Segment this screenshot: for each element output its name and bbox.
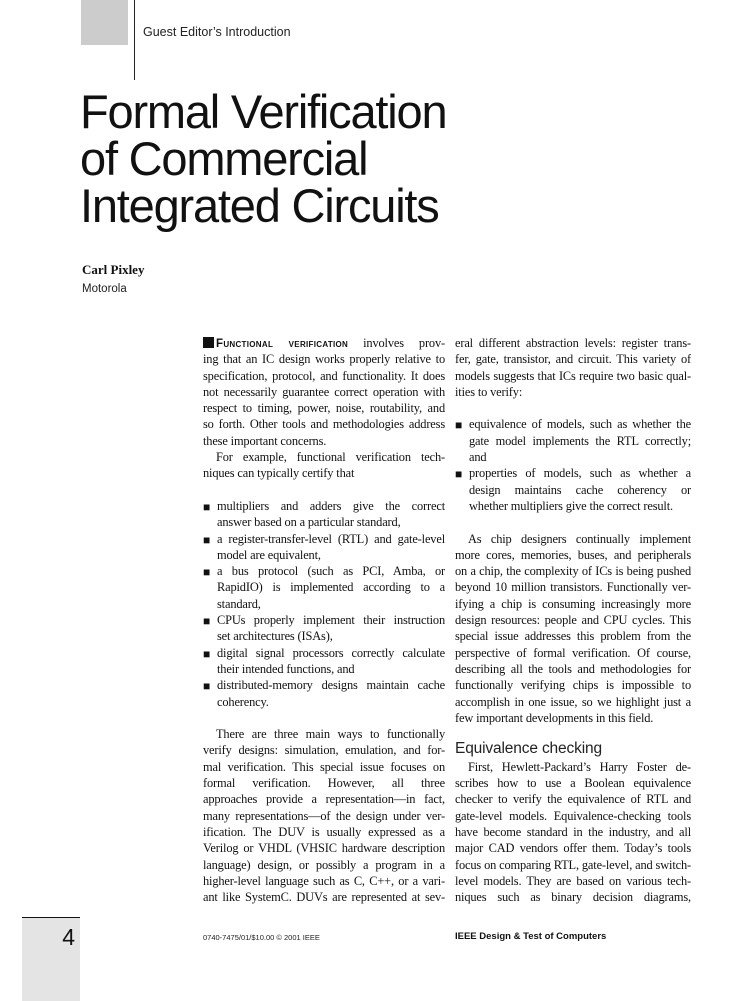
text-line: multipliers and adders give the correct bbox=[217, 498, 445, 513]
text-line: fer, gate, transistor, and circuit. This variety of bbox=[455, 352, 691, 367]
text-line: There are three main ways to functionally bbox=[216, 727, 445, 742]
text-line: level models. They are based on various tech- bbox=[455, 873, 691, 888]
page-number-box bbox=[22, 917, 80, 1001]
paragraph-gap bbox=[203, 710, 445, 726]
body-column-right bbox=[455, 335, 691, 905]
text-line: models suggests that ICs require two basic qual- bbox=[455, 368, 691, 383]
text-line-rest: involves prov- bbox=[348, 336, 445, 350]
copyright-line: 0740-7475/01/$10.00 © 2001 IEEE bbox=[203, 933, 320, 942]
bullet-item bbox=[203, 563, 445, 612]
text-line: equivalence of models, such as whether the bbox=[469, 417, 691, 432]
text-line: perspective of formal verification. Of course, bbox=[455, 645, 691, 660]
body-column-left bbox=[203, 335, 445, 905]
section-label: Guest Editor’s Introduction bbox=[143, 25, 291, 39]
paragraph-gap bbox=[203, 482, 445, 498]
text-line: Verilog or VHDL (VHSIC hardware description bbox=[203, 841, 445, 856]
paragraph bbox=[203, 449, 445, 482]
text-line: ifying a chip is consuming increasingly more bbox=[455, 596, 691, 611]
text-line: higher-level language such as C, C++, or a vari- bbox=[203, 873, 445, 888]
text-line: RapidIO) is implemented according to a bbox=[217, 580, 445, 595]
text-line: As chip designers continually implement bbox=[468, 531, 691, 546]
page-number: 4 bbox=[62, 924, 75, 950]
title-line: Integrated Circuits bbox=[80, 179, 439, 232]
text-line: language) design, or possibly a program in a bbox=[203, 857, 445, 872]
text-line: answer based on a particular standard, bbox=[217, 515, 401, 530]
text-line: distributed-memory designs maintain cache bbox=[217, 678, 445, 693]
text-line: so forth. Other tools and methodologies address bbox=[203, 417, 445, 432]
bullet-item bbox=[455, 416, 691, 465]
section-heading-text: Equivalence checking bbox=[455, 740, 602, 758]
bullet-square-icon: ■ bbox=[203, 679, 211, 694]
text-line: scribes how to use a Boolean equivalence bbox=[455, 776, 691, 791]
bullet-item bbox=[203, 645, 445, 678]
author-name: Carl Pixley bbox=[82, 262, 145, 277]
bullet-square-icon: ■ bbox=[203, 565, 211, 580]
text-line: a bus protocol (such as PCI, Amba, or bbox=[217, 564, 445, 579]
text-line: major CAD vendors offer them. Today’s tools bbox=[455, 841, 691, 856]
lead-in-text: Functional verification bbox=[216, 338, 349, 350]
bullet-item bbox=[203, 677, 445, 710]
lead-square-icon bbox=[203, 337, 214, 348]
text-line: many representations—of the design under ver- bbox=[203, 808, 445, 823]
bullet-item bbox=[203, 498, 445, 531]
text-line: design maintains cache coherency or bbox=[469, 482, 691, 497]
author-affiliation: Motorola bbox=[82, 283, 127, 295]
journal-name: IEEE Design & Test of Computers bbox=[455, 931, 607, 942]
title-line: of Commercial bbox=[80, 132, 368, 185]
text-line: special issue addresses this problem from the bbox=[455, 629, 691, 644]
paragraph-gap bbox=[455, 400, 691, 416]
text-line: CPUs properly implement their instruction bbox=[217, 613, 445, 628]
text-line: formal verification. However, all three bbox=[203, 776, 445, 791]
bullet-square-icon: ■ bbox=[203, 499, 211, 514]
text-line: gate-level models. Equivalence-checking tools bbox=[455, 808, 691, 823]
section-heading bbox=[455, 726, 691, 759]
text-line: not necessarily guarantee correct operation with bbox=[203, 384, 445, 399]
text-line: have become standard in the industry, and all bbox=[455, 824, 691, 839]
bullet-square-icon: ■ bbox=[203, 532, 211, 547]
bullet-square-icon: ■ bbox=[455, 418, 463, 433]
paragraph bbox=[203, 335, 445, 449]
text-line: and bbox=[469, 450, 487, 465]
text-line: standard, bbox=[217, 596, 261, 611]
text-line: ant like SystemC. DUVs are represented at sev- bbox=[203, 890, 445, 905]
text-line: niques can typically certify that bbox=[203, 466, 355, 481]
text-line: For example, functional verification tech- bbox=[216, 450, 445, 465]
paragraph bbox=[203, 726, 445, 905]
text-line: ification. The DUV is usually expressed as a bbox=[203, 824, 445, 839]
text-line: functionally verifying chips is impossible to bbox=[455, 678, 691, 693]
text-line bbox=[203, 335, 445, 351]
text-line: gate model implements the RTL correctly; bbox=[469, 433, 691, 448]
text-line: set architectures (ISAs), bbox=[217, 629, 333, 644]
bullet-item bbox=[455, 465, 691, 514]
text-line: their intended functions, and bbox=[217, 661, 355, 676]
text-line: checker to verify the equivalence of RTL and bbox=[455, 792, 691, 807]
bullet-square-icon: ■ bbox=[203, 614, 211, 629]
text-line: specification, protocol, and functionality. It does bbox=[203, 368, 445, 383]
text-line: verify designs: simulation, emulation, and for- bbox=[203, 743, 445, 758]
text-line: coherency. bbox=[217, 694, 269, 709]
text-line: on a chip, the complexity of ICs is being pushed bbox=[455, 564, 691, 579]
paragraph bbox=[455, 335, 691, 400]
text-line: properties of models, such as whether a bbox=[469, 466, 691, 481]
text-line: First, Hewlett-Packard’s Harry Foster de- bbox=[468, 759, 691, 774]
text-line: model are equivalent, bbox=[217, 547, 321, 562]
title-line: Formal Verification bbox=[80, 85, 447, 138]
text-line: design resources: people and CPU cycles. This bbox=[455, 613, 691, 628]
bullet-square-icon: ■ bbox=[203, 646, 211, 661]
bullet-square-icon: ■ bbox=[455, 467, 463, 482]
text-line: these important concerns. bbox=[203, 433, 327, 448]
text-line: digital signal processors correctly calculate bbox=[217, 645, 445, 660]
paragraph bbox=[455, 531, 691, 727]
text-line: niques such as binary decision diagrams, bbox=[455, 890, 691, 905]
text-line: describing all the tools and methodologies for bbox=[455, 661, 691, 676]
header-divider bbox=[134, 0, 135, 80]
text-line: whether multipliers give the correct result. bbox=[469, 498, 673, 513]
bullet-item bbox=[203, 612, 445, 645]
text-line: more cores, memories, buses, and peripherals bbox=[455, 547, 691, 562]
text-line: approaches provide a representation—in fact, bbox=[203, 792, 445, 807]
bullet-item bbox=[203, 531, 445, 564]
text-line: respect to timing, power, noise, routability, and bbox=[203, 401, 445, 416]
text-line: accomplish in one issue, so we highlight just a bbox=[455, 694, 691, 709]
text-line: eral different abstraction levels: register trans- bbox=[455, 336, 691, 350]
paragraph bbox=[455, 759, 691, 906]
text-line: mal verification. This special issue focuses on bbox=[203, 759, 445, 774]
text-line: beyond 10 million transistors. Functionally ver- bbox=[455, 580, 691, 595]
section-tab-marker bbox=[81, 0, 128, 45]
text-line: few important developments in this field. bbox=[455, 710, 654, 725]
text-line: ing that an IC design works properly relative to bbox=[203, 352, 445, 367]
article-title bbox=[80, 85, 447, 232]
text-line: ities to verify: bbox=[455, 384, 523, 399]
text-line: focus on comparing RTL, gate-level, and switch- bbox=[455, 857, 691, 872]
text-line: a register-transfer-level (RTL) and gate-level bbox=[217, 531, 445, 546]
paragraph-gap bbox=[455, 514, 691, 530]
